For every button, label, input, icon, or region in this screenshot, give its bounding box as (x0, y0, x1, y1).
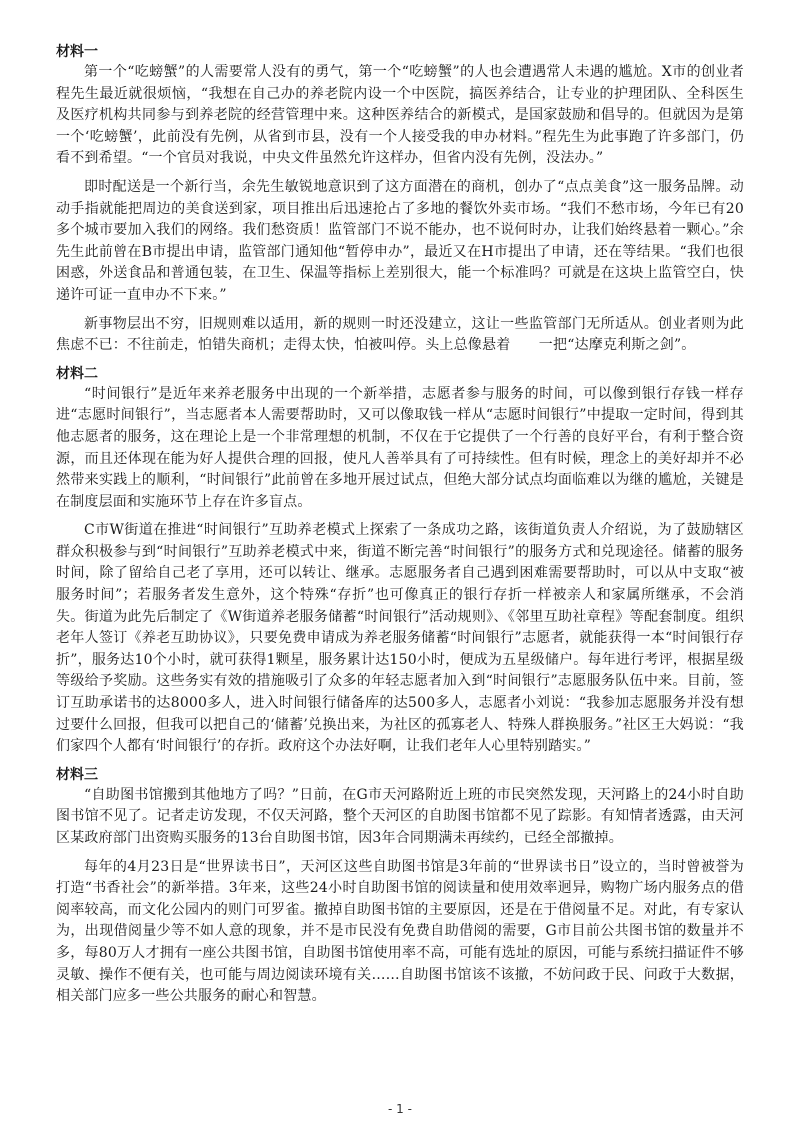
section-material-3 (56, 765, 744, 1008)
section-heading: 材料一 (56, 44, 98, 60)
paragraph: “时间银行”是近年来养老服务中出现的一个新举措，志愿者参与服务的时间，可以像到银行存钱一样存进“志愿时间银行”，当志愿者本人需要帮助时，又可以像取钱一样从“志愿时间银行”中提取一定时间，得到其他志愿者的服务，这在理论上是一个非常理想的机制，不仅在于它提供了一个行善的良好平台，有利于整合资源，而且还体现在能为好人提供合理的回报，使凡人善举具有了可持续性。但有时候，理念上的美好却并不必然带来实践上的顺利，“时间银行”此前曾在多地开展过试点，但绝大部分试点均面临难以为继的尴尬，关键是在制度层面和实施环节上存在许多盲点。 (56, 385, 744, 510)
section-heading: 材料三 (56, 766, 98, 783)
section-material-1 (56, 42, 744, 357)
section-material-2 (56, 364, 744, 758)
section-heading: 材料二 (56, 365, 98, 382)
page-number: - 1 - (388, 1102, 412, 1116)
paragraph: 每年的4月23日是“世界读书日”，天河区这些自助图书馆是3年前的“世界读书日”设立的，当时曾被誉为打造“书香社会”的新举措。3年来，这些24小时自助图书馆的阅读量和使用效率迥异，购物广场内服务点的借阅率较高，而文化公园内的则门可罗雀。撤掉自助图书馆的主要原因，还是在于借阅量不足。对此，有专家认为，出现借阅量少等不如人意的现象，并不是市民没有免费自助借阅的需要，G市目前公共图书馆的数量并不多，每80万人才拥有一座公共图书馆，自助图书馆使用率不高，可能有选址的原因，可能与系统扫描证件不够灵敏、操作不便有关，也可能与周边阅读环境有关……自助图书馆该不该撤，不妨问政于民、问政于大数据，相关部门应多一些公共服务的耐心和智慧。 (56, 858, 744, 1005)
paragraph: C市W街道在推进“时间银行”互助养老模式上探索了一条成功之路，该街道负责人介绍说，为了鼓励辖区群众积极参与到“时间银行”互助养老模式中来，街道不断完善“时间银行”的服务方式和兑现途径。储蓄的服务时间，除了留给自己老了享用，还可以转让、继承。志愿服务者自己遇到困难需要帮助时，可以从中支取“被服务时间”；若服务者发生意外，这个特殊“存折”也可像真正的银行存折一样被亲人和家属所继承，不会消失。街道为此先后制定了《W街道养老服务储蓄“时间银行”活动规则》、《邻里互助社章程》等配套制度。组织老年人签订《养老互助协议》，只要免费申请成为养老服务储蓄“时间银行”志愿者，就能获得一本“时间银行存折”，服务达10个小时，就可获得1颗星，服务累计达150小时，便成为五星级储户。每年进行考评，根据星级等级给予奖励。这些务实有效的措施吸引了众多的年轻志愿者加入到“时间银行”志愿服务队伍中来。目前，签订互助承诺书的达8000多人，进入时间银行储备库的达500多人，志愿者小刘说：“我参加志愿服务并没有想过要什么回报，但我可以把自己的‘储蓄’兑换出来，为社区的孤寡老人、特殊人群换服务。”社区王大妈说：“我们家四个人都有‘时间银行’的存折。政府这个办法好啊，让我们老年人心里特别踏实。” (56, 522, 744, 755)
document-body (56, 42, 744, 1015)
paragraph: “自助图书馆搬到其他地方了吗？”日前，在G市天河路附近上班的市民突然发现，天河路上的24小时自助图书馆不见了。记者走访发现，不仅天河路，整个天河区的自助图书馆都不见了踪影。有知情者透露，由天河区某政府部门出资购买服务的13台自助图书馆，因3年合同期满未再续约，已经全部撤掉。 (56, 786, 744, 846)
paragraph: 新事物层出不穷，旧规则难以适用，新的规则一时还没建立，这让一些监管部门无所适从。创业者则为此焦虑不已：不往前走，怕错失商机；走得太快，怕被叫停。头上总像悬着 一把“达摩克利斯之剑”。 (56, 315, 744, 354)
paragraph: 即时配送是一个新行当，余先生敏锐地意识到了这方面潜在的商机，创办了“点点美食”这一服务品牌。动动手指就能把周边的美食送到家，项目推出后迅速抢占了多地的餐饮外卖市场。“我们不愁市场，今年已有20多个城市要加入我们的网络。我们愁资质！监管部门不说不能办，也不说何时办，让我们始终悬着一颗心。”余先生此前曾在B市提出申请，监管部门通知他“暂停申办”，最近又在H市提出了申请，还在等结果。“我们也很困惑，外送食品和普通包装，在卫生、保温等指标上差别很大，能一个标准吗？可就是在这块上监管空白，快递许可证一直申办不下来。” (56, 178, 744, 303)
paragraph: 第一个“吃螃蟹”的人需要常人没有的勇气，第一个“吃螃蟹”的人也会遭遇常人未遇的尴尬。X市的创业者程先生最近就很烦恼，“我想在自己办的养老院内设一个中医院，搞医养结合，让专业的护理团队、全科医生及医疗机构共同参与到养老院的经营管理中来。这种医养结合的新模式，是国家鼓励和倡导的。但就因为是第一个‘吃螃蟹’，此前没有先例，从省到市县，没有一个人接受我的申办材料。”程先生为此事跑了许多部门，仍看不到希望。“一个官员对我说，中央文件虽然允许这样办，但省内没有先例，没法办。” (56, 64, 744, 167)
